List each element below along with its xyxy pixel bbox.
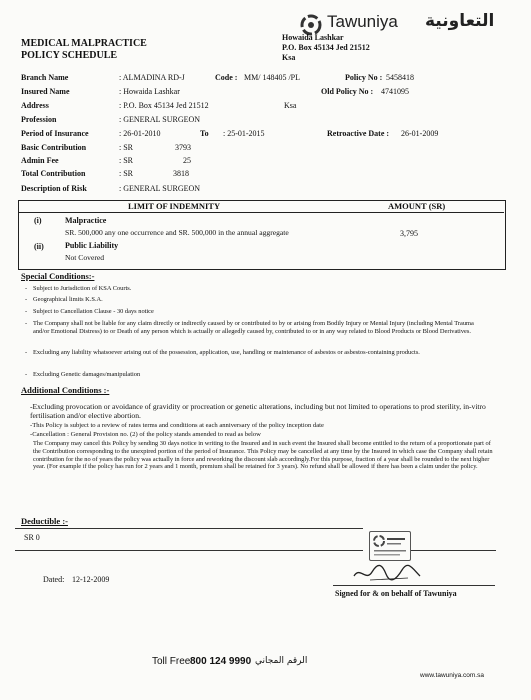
admin-fee-label: Admin Fee [21,156,59,165]
period-from: : 26-01-2010 [119,129,161,138]
indemnity-item-description: SR. 500,000 any one occurrence and SR. 500,000 in the annual aggregate [65,228,289,237]
toll-free-label: Toll Free [152,656,191,667]
insured-address-po-box: P.O. Box 45134 Jed 21512 [282,43,370,52]
additional-condition-line: -Cancellation : General Provision no. (2) of the policy stands amended to read as below [30,431,261,438]
basic-contribution-label: Basic Contribution [21,143,87,152]
address-label: Address [21,101,49,110]
old-policy-no-label: Old Policy No : [321,87,374,96]
special-conditions-heading: Special Conditions:- [21,271,95,281]
additional-condition-line: -Excluding provocation or avoidance of gravidity or procreation or genetic alterations, including but not limited to operations to prod sterility, in-vitro fertilisation and/or elective abortion. [30,402,486,420]
branch-name-label: Branch Name [21,73,69,82]
signature-caption: Signed for & on behalf of Tawuniya [335,589,457,598]
period-to: : 25-01-2015 [223,129,265,138]
indemnity-item-number: (i) [34,216,42,225]
divider [15,550,363,551]
indemnity-item-title: Public Liability [65,241,119,250]
indemnity-item-number: (ii) [34,242,44,251]
document-title-line1: MEDICAL MALPRACTICE [21,38,147,49]
retroactive-value: 26-01-2009 [401,129,439,138]
profession-label: Profession [21,115,57,124]
signature-line [333,585,495,586]
special-condition-item: - Excluding Genetic damages/manipulation [33,371,483,379]
profession-value: : GENERAL SURGEON [119,115,201,124]
website-link[interactable]: www.tawuniya.com.sa [420,672,484,679]
retroactive-label: Retroactive Date : [327,129,390,138]
admin-fee-amount: 25 [183,156,191,165]
special-condition-item: - Geographical limits K.S.A. [33,296,483,304]
handwritten-signature [350,558,430,586]
insured-address-name: Howaida Lashkar [282,33,344,42]
additional-condition-line: -This Policy is subject to a review of rates terms and conditions at each anniversary of the policy inception date [30,422,324,429]
company-stamp [369,531,411,561]
branch-name-value: : ALMADINA RD-J [119,73,185,82]
deductible-heading: Deductible :- [21,516,68,526]
basic-contribution-currency: : SR [119,143,134,152]
document-title-line2: POLICY SCHEDULE [21,50,118,61]
total-contribution-currency: : SR [119,169,134,178]
indemnity-item-description: Not Covered [65,253,105,262]
toll-free-number: 800 124 9990 [190,656,252,667]
old-policy-no-value: 4741095 [381,87,409,96]
description-of-risk-label: Description of Risk [21,184,87,193]
toll-free-arabic: الرقم المجاني [255,656,308,666]
code-value: MM/ 148405 /PL [244,73,301,82]
divider [410,550,496,551]
total-contribution-label: Total Contribution [21,169,86,178]
deductible-value: SR 0 [24,533,40,542]
period-to-label: To [200,129,209,138]
policy-no-value: 5458418 [386,73,414,82]
special-condition-item: - The Company shall not be liable for any claim directly or indirectly caused by or contributed to by or arising from Bodily Injury or Mental Injury (including Mental Trauma and/or Emotional Distress) to or Death of any person which is actually or allegedly caused by, contributed to or in any way related to Blood Products or Blood Derivatives. [33,320,483,335]
policy-no-label: Policy No : [345,73,383,82]
admin-fee-currency: : SR [119,156,134,165]
special-condition-item: - Excluding any liability whatsoever arising out of the possession, application, use, handling or maintenance of asbestos or asbestos-containing products. [33,349,483,357]
indemnity-item-amount: 3,795 [400,229,418,238]
total-contribution-amount: 3818 [173,169,189,178]
code-label: Code : [215,73,238,82]
description-of-risk-value: : GENERAL SURGEON [119,184,201,193]
brand-name-arabic: التعاونية [425,11,495,31]
basic-contribution-amount: 3793 [175,143,191,152]
period-label: Period of Insurance [21,129,89,138]
indemnity-header-limit: LIMIT OF INDEMNITY [128,201,221,211]
dated-value: 12-12-2009 [72,575,110,584]
additional-conditions-heading: Additional Conditions :- [21,385,110,395]
indemnity-header-amount: AMOUNT (SR) [388,201,446,211]
insured-name-label: Insured Name [21,87,70,96]
special-condition-item: - Subject to Jurisdiction of KSA Courts. [33,285,483,293]
special-condition-item: - Subject to Cancellation Clause - 30 days notice [33,308,483,316]
address-extra: Ksa [284,101,297,110]
address-value: : P.O. Box 45134 Jed 21512 [119,101,209,110]
brand-name: Tawuniya [327,12,398,31]
divider [15,528,363,529]
cancellation-provision: The Company may cancel this Policy by sending 30 days notice in writing to the Insured and in such event the Insured shall become entitled to the return of a proportionate part of the Contribution corresponding to the unexpired portion of the period of Insurance. This Policy may be cancelled at any time by the Insured in which case the Company shall retain contribution for the no of years the policy was actually in force and reworking the discount slab accordingly.For this purpose, fraction of a year shall be rounded to the next higher year. (For example if the policy has run for 2 years and 1 month, premium shall be retained for 3 years). No refund shall be allowed if there has been a claim under the policy. [33,440,493,471]
insured-address-country: Ksa [282,53,296,62]
dated-label: Dated: [43,575,65,584]
indemnity-item-title: Malpractice [65,216,107,225]
insured-name-value: : Howaida Lashkar [119,87,180,96]
